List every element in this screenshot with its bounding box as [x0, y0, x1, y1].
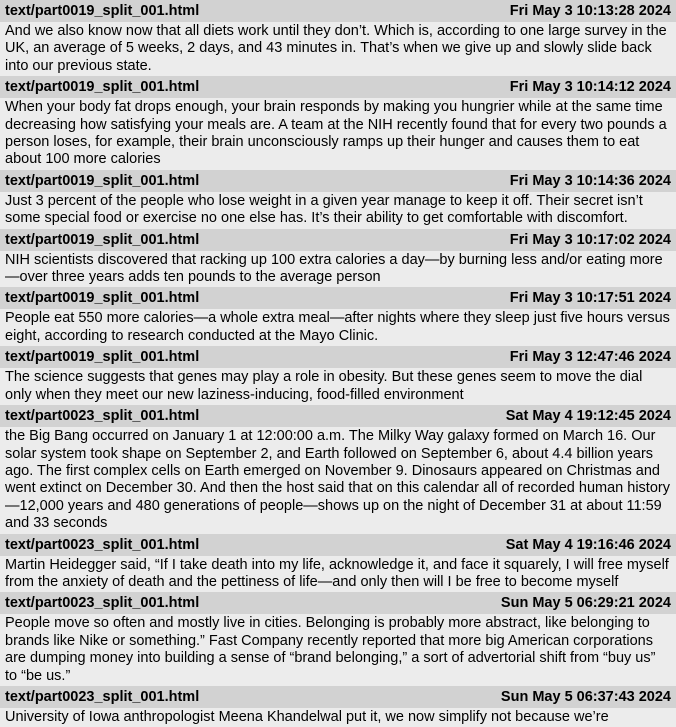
entry-header: [0, 229, 676, 251]
entry-source: text/part0019_split_001.html: [5, 3, 200, 19]
highlight-entry: [0, 534, 676, 593]
highlight-entry: [0, 0, 676, 76]
entry-text: NIH scientists discovered that racking up 100 extra calories a day—by burning less and/or eating more—over three years adds ten pounds to the average person: [5, 251, 663, 286]
highlight-entry: [0, 405, 676, 533]
entry-header: [0, 346, 676, 368]
entry-source: text/part0019_split_001.html: [5, 172, 200, 189]
entry-text: When your body fat drops enough, your brain responds by making you hungrier while at the same time decreasing how satisfying your meals are. A team at the NIH recently found that for every two pounds a person loses, for example, their brain unconsciously ramps up their hunger and causes them to eat about 100 more calories: [5, 99, 667, 168]
entry-header: [0, 405, 676, 427]
entry-header: [0, 686, 676, 708]
entry-text: People move so often and mostly live in cities. Belonging is probably more abstract, like belonging to brands like Nike or something.” Fast Company recently reported that more big American corporations are dumping money into building a sense of “brand belonging,” a sort of advertorial shift from “buy us” to “be us.”: [5, 615, 656, 684]
highlight-entry: [0, 592, 676, 686]
entry-source: text/part0019_split_001.html: [5, 349, 200, 366]
entry-header: [0, 534, 676, 556]
highlight-entry: [0, 76, 676, 170]
entry-timestamp: Fri May 3 10:14:36 2024: [509, 172, 671, 189]
entry-source: text/part0023_split_001.html: [5, 595, 200, 612]
entry-text: The science suggests that genes may play a role in obesity. But these genes seem to move the dial only when they meet our new laziness-inducing, food-filled environment: [5, 369, 643, 403]
entry-source: text/part0019_split_001.html: [5, 290, 200, 307]
entry-header: [0, 287, 676, 309]
entry-timestamp: Fri May 3 10:14:12 2024: [509, 79, 671, 96]
highlight-entry: [0, 346, 676, 405]
entry-text: And we also know now that all diets work until they don’t. Which is, according to one large survey in the UK, an average of 5 weeks, 2 days, and 43 minutes in. That’s when we give up and slowly slide back into our previous state.: [5, 23, 667, 74]
entry-text: University of Iowa anthropologist Meena Khandelwal put it, we now simplify not because we’re: [5, 708, 609, 725]
entry-header: [0, 592, 676, 614]
entry-header: [0, 0, 676, 22]
entry-text: People eat 550 more calories—a whole extra meal—after nights where they sleep just five hours versus eight, according to research conducted at the Mayo Clinic.: [5, 310, 670, 344]
entry-timestamp: Sat May 4 19:16:46 2024: [505, 536, 671, 553]
highlight-entry: [0, 287, 676, 346]
entry-source: text/part0023_split_001.html: [5, 688, 200, 705]
entry-timestamp: Sun May 5 06:29:21 2024: [500, 595, 671, 612]
entry-timestamp: Fri May 3 10:17:51 2024: [509, 290, 671, 307]
entry-timestamp: Fri May 3 10:13:28 2024: [509, 3, 671, 19]
entry-timestamp: Sat May 4 19:12:45 2024: [505, 408, 671, 425]
entry-source: text/part0023_split_001.html: [5, 536, 200, 553]
entry-timestamp: Sun May 5 06:37:43 2024: [500, 688, 671, 705]
highlight-entry: [0, 686, 676, 727]
entry-header: [0, 170, 676, 192]
entry-source: text/part0019_split_001.html: [5, 231, 200, 248]
entry-header: [0, 76, 676, 98]
highlight-entry: [0, 170, 676, 229]
entry-text: Just 3 percent of the people who lose weight in a given year manage to keep it off. Their secret isn’t some special food or exercise no one else has. It’s their ability to get comfortable with discomfort.: [5, 192, 643, 227]
entry-text: the Big Bang occurred on January 1 at 12:00:00 a.m. The Milky Way galaxy formed on March 16. Our solar system took shape on September 2, and Earth followed on September 6, about 4.4 billion years ago. The first complex cells on Earth emerged on November 9. Dinosaurs appeared on Christmas and went extinct on December 30. And then the host said that on this calendar all of recorded human history—12,000 years and 480 generations of people—shows up on the night of December 31 at about 11:59 and 33 seconds: [5, 428, 670, 532]
entry-timestamp: Fri May 3 10:17:02 2024: [509, 231, 671, 248]
entry-source: text/part0019_split_001.html: [5, 79, 200, 96]
entry-source: text/part0023_split_001.html: [5, 408, 200, 425]
entry-timestamp: Fri May 3 12:47:46 2024: [509, 349, 671, 366]
highlight-entry: [0, 229, 676, 288]
entry-text: Martin Heidegger said, “If I take death into my life, acknowledge it, and face it squarely, I will free myself from the anxiety of death and the pettiness of life—and only then will I be free to become myself: [5, 556, 669, 590]
